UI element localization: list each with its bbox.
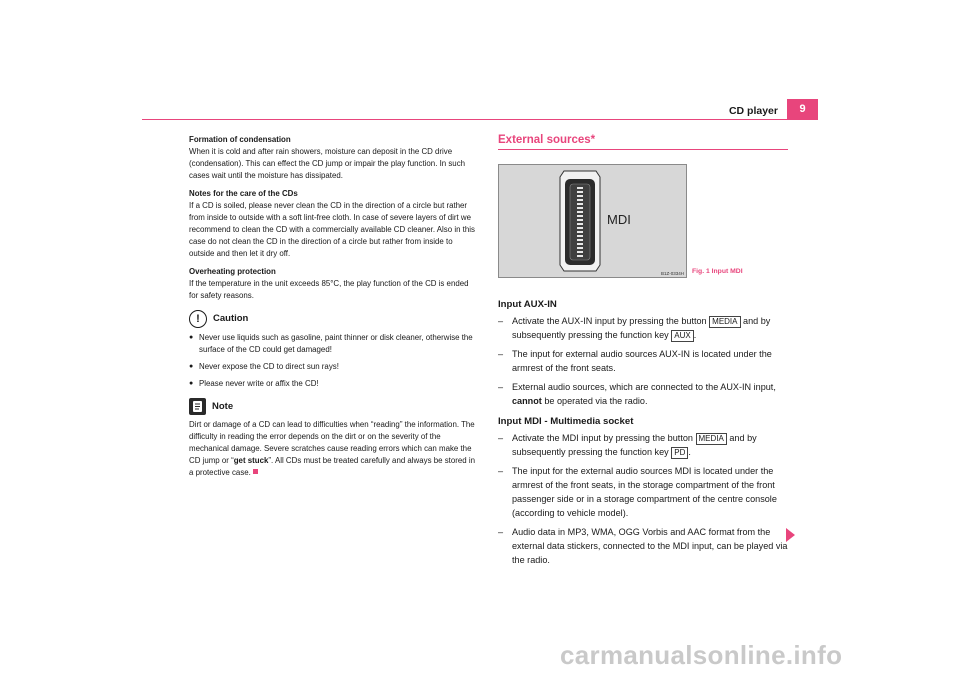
caution-item: ● Never expose the CD to direct sun rays! [189,361,479,373]
aux-step: – Activate the AUX-IN input by pressing the button MEDIA and by subsequently pressing the function key AUX . [498,314,788,342]
aux-heading: Input AUX-IN [498,299,557,310]
care-heading: Notes for the care of the CDs [189,189,298,198]
mdi-step: – Activate the MDI input by pressing the button MEDIA and by subsequently pressing the function key PD . [498,431,788,459]
caution-item: ● Never use liquids such as gasoline, paint thinner or disk cleaner, otherwise the surface of the CD could get damaged! [189,332,479,356]
condensation-heading: Formation of condensation [189,135,291,144]
figure-caption: Fig. 1 Input MDI [692,268,743,275]
mdi-label: MDI [607,212,631,227]
overheating-heading: Overheating protection [189,267,276,276]
left-column [189,134,479,485]
mdi-socket-illustration [499,165,686,277]
mdi-location: – The input for the external audio sources MDI is located under the armrest of the front seats, in the storage compartment of the front passenger side or in a storage compartment of the centre console (according to vehicle model). [498,464,788,520]
watermark: carmanualsonline.info [560,640,843,670]
care-text: If a CD is soiled, please never clean the CD in the direction of a circle but rather from inside to outside with a soft lint-free cloth. In case of severe layers of dirt we recommend to clean the CD with a commercially available CD cleaner. Also in this case do not clean the CD in the direction of a circle but rather from inside to outside and then let it dry off. [189,201,475,258]
note-text: Dirt or damage of a CD can lead to difficulties when “reading” the information. The difficulty in reading the error depends on the dirt or on the severity of the mechanical damage. Severe scratches cause reading errors which can make the CD jump or “get stuck”. All CDs must be treated carefully and always be stored in a protective case. [189,420,475,477]
inputs-body [498,298,788,567]
section-title: External sources* [498,134,596,146]
caution-header [189,310,479,328]
media-key: MEDIA [696,433,727,445]
media-key: MEDIA [709,316,740,328]
page-header-title: CD player [728,105,778,117]
caution-label: Caution [213,313,249,324]
section-end-marker [253,469,258,474]
mdi-figure [498,164,687,278]
overheating-text: If the temperature in the unit exceeds 85°C, the play function of the CD is ended for safety reasons. [189,279,469,300]
caution-item: ● Please never write or affix the CD! [189,378,479,390]
mdi-formats: – Audio data in MP3, WMA, OGG Vorbis and AAC format from the external data stickers, connected to the MDI input, can be played via the radio. [498,525,788,567]
aux-location: – The input for external audio sources AUX-IN is located under the armrest of the front seats. [498,347,788,375]
condensation-text: When it is cold and after rain showers, moisture can deposit in the CD drive (condensation). This can effect the CD jump or impair the play function. In such cases wait until the moisture has dissipated. [189,147,466,180]
figure-code: B1Z-0334H [660,271,684,276]
note-icon [189,398,206,415]
aux-key: AUX [671,330,693,342]
note-label: Note [212,400,234,412]
caution-icon: ! [189,310,207,328]
page-number: 9 [787,99,818,119]
right-column [498,134,788,572]
pd-key: PD [671,447,688,459]
note-header [189,398,479,415]
aux-note: – External audio sources, which are connected to the AUX-IN input, cannot be operated via the radio. [498,380,788,408]
next-page-arrow-icon[interactable] [786,528,795,542]
section-rule [498,149,788,150]
mdi-heading: Input MDI - Multimedia socket [498,416,634,427]
header-rule [142,119,818,120]
